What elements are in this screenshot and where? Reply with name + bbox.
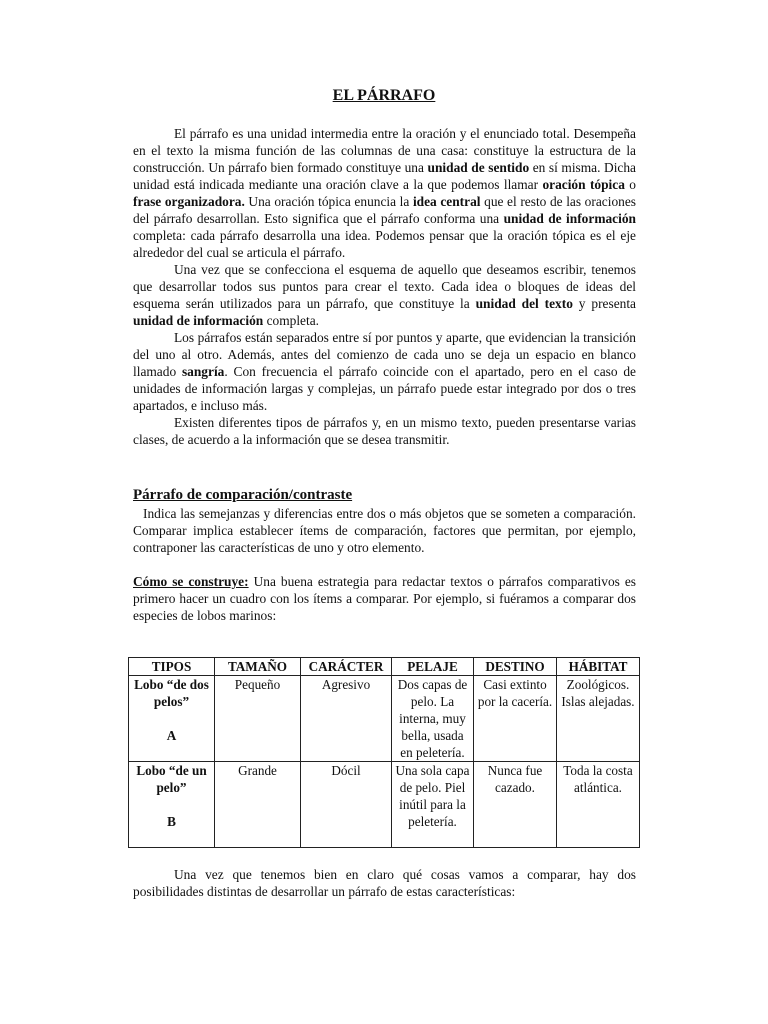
row-type-label: Lobo “de un pelo” — [136, 763, 207, 795]
section-heading: Párrafo de comparación/contraste — [133, 487, 353, 503]
column-header: TAMAÑO — [215, 658, 301, 676]
intro-paragraph-1: El párrafo es una unidad intermedia entre la oración y el enunciado total. Desempeña en el texto la misma función de las columnas de una casa: constituye la estructura de la construcción. Un párrafo bien formado constituye una unidad de sentido en sí misma. Dicha unidad está indicada mediante una oración clave a la que podemos llamar oración tópica o frase organizadora. Una oración tópica enuncia la idea central que el resto de las oraciones del párrafo desarrollan. Esto significa que el párrafo conforma una unidad de información completa: cada párrafo desarrolla una idea. Podemos pensar que la oración tópica es el eje alrededor del cual se articula el párrafo. — [133, 126, 636, 260]
table-cell: Casi extinto por la cacería. — [474, 676, 557, 762]
table-row — [129, 762, 640, 848]
section-paragraph: Indica las semejanzas y diferencias entre dos o más objetos que se someten a comparación. Comparar implica establecer ítems de comparación, factores que permitan, por ejemplo, contraponer las características de uno y otro elemento. — [133, 506, 636, 555]
how-to-build-label: Cómo se construye: — [133, 574, 249, 589]
table-cell: Grande — [215, 762, 301, 848]
row-type-cell — [129, 676, 215, 762]
row-letter: B — [167, 814, 176, 829]
table-cell: Dos capas de pelo. La interna, muy bella, usada en peletería. — [392, 676, 474, 762]
page-title: EL PÁRRAFO — [332, 87, 436, 104]
intro-paragraph-4: Existen diferentes tipos de párrafos y, en un mismo texto, pueden presentarse varias clases, de acuerdo a la información que se desea transmitir. — [133, 415, 636, 447]
column-header: PELAJE — [392, 658, 474, 676]
table-cell: Pequeño — [215, 676, 301, 762]
table-cell: Zoológicos. Islas alejadas. — [557, 676, 640, 762]
intro-paragraph-3: Los párrafos están separados entre sí por puntos y aparte, que evidencian la transición del uno al otro. Además, antes del comienzo de cada uno se deja un espacio en blanco llamado sangría. Con frecuencia el párrafo coincide con el apartado, pero en el caso de unidades de información largas y complejas, un párrafo puede estar integrado por dos o tres apartados, e incluso más. — [133, 330, 636, 413]
how-to-build-paragraph: Cómo se construye: Una buena estrategia para redactar textos o párrafos comparativos es primero hacer un cuadro con los ítems a comparar. Por ejemplo, si fuéramos a comparar dos especies de lobos marinos: — [133, 574, 636, 623]
table-cell: Una sola capa de pelo. Piel inútil para la peletería. — [392, 762, 474, 848]
table-cell: Toda la costa atlántica. — [557, 762, 640, 848]
column-header: HÁBITAT — [557, 658, 640, 676]
table-cell: Agresivo — [301, 676, 392, 762]
intro-body — [133, 125, 636, 448]
how-to-build — [133, 573, 636, 624]
row-type-label: Lobo “de dos pelos” — [134, 677, 209, 709]
table-header-row — [129, 658, 640, 676]
closing-paragraph: Una vez que tenemos bien en claro qué cosas vamos a comparar, hay dos posibilidades distintas de desarrollar un párrafo de estas características: — [133, 867, 636, 899]
column-header: CARÁCTER — [301, 658, 392, 676]
comparison-table — [128, 657, 640, 848]
column-header: TIPOS — [129, 658, 215, 676]
column-header: DESTINO — [474, 658, 557, 676]
table-row — [129, 676, 640, 762]
table-cell: Dócil — [301, 762, 392, 848]
section-body — [133, 505, 636, 556]
row-type-cell — [129, 762, 215, 848]
table-cell: Nunca fue cazado. — [474, 762, 557, 848]
closing-body — [133, 866, 636, 900]
intro-paragraph-2: Una vez que se confecciona el esquema de aquello que deseamos escribir, tenemos que desarrollar todos sus puntos para crear el texto. Cada idea o bloques de ideas del esquema serán utilizados para un párrafo, que constituye la unidad del texto y presenta unidad de información completa. — [133, 262, 636, 328]
row-letter: A — [166, 728, 177, 743]
